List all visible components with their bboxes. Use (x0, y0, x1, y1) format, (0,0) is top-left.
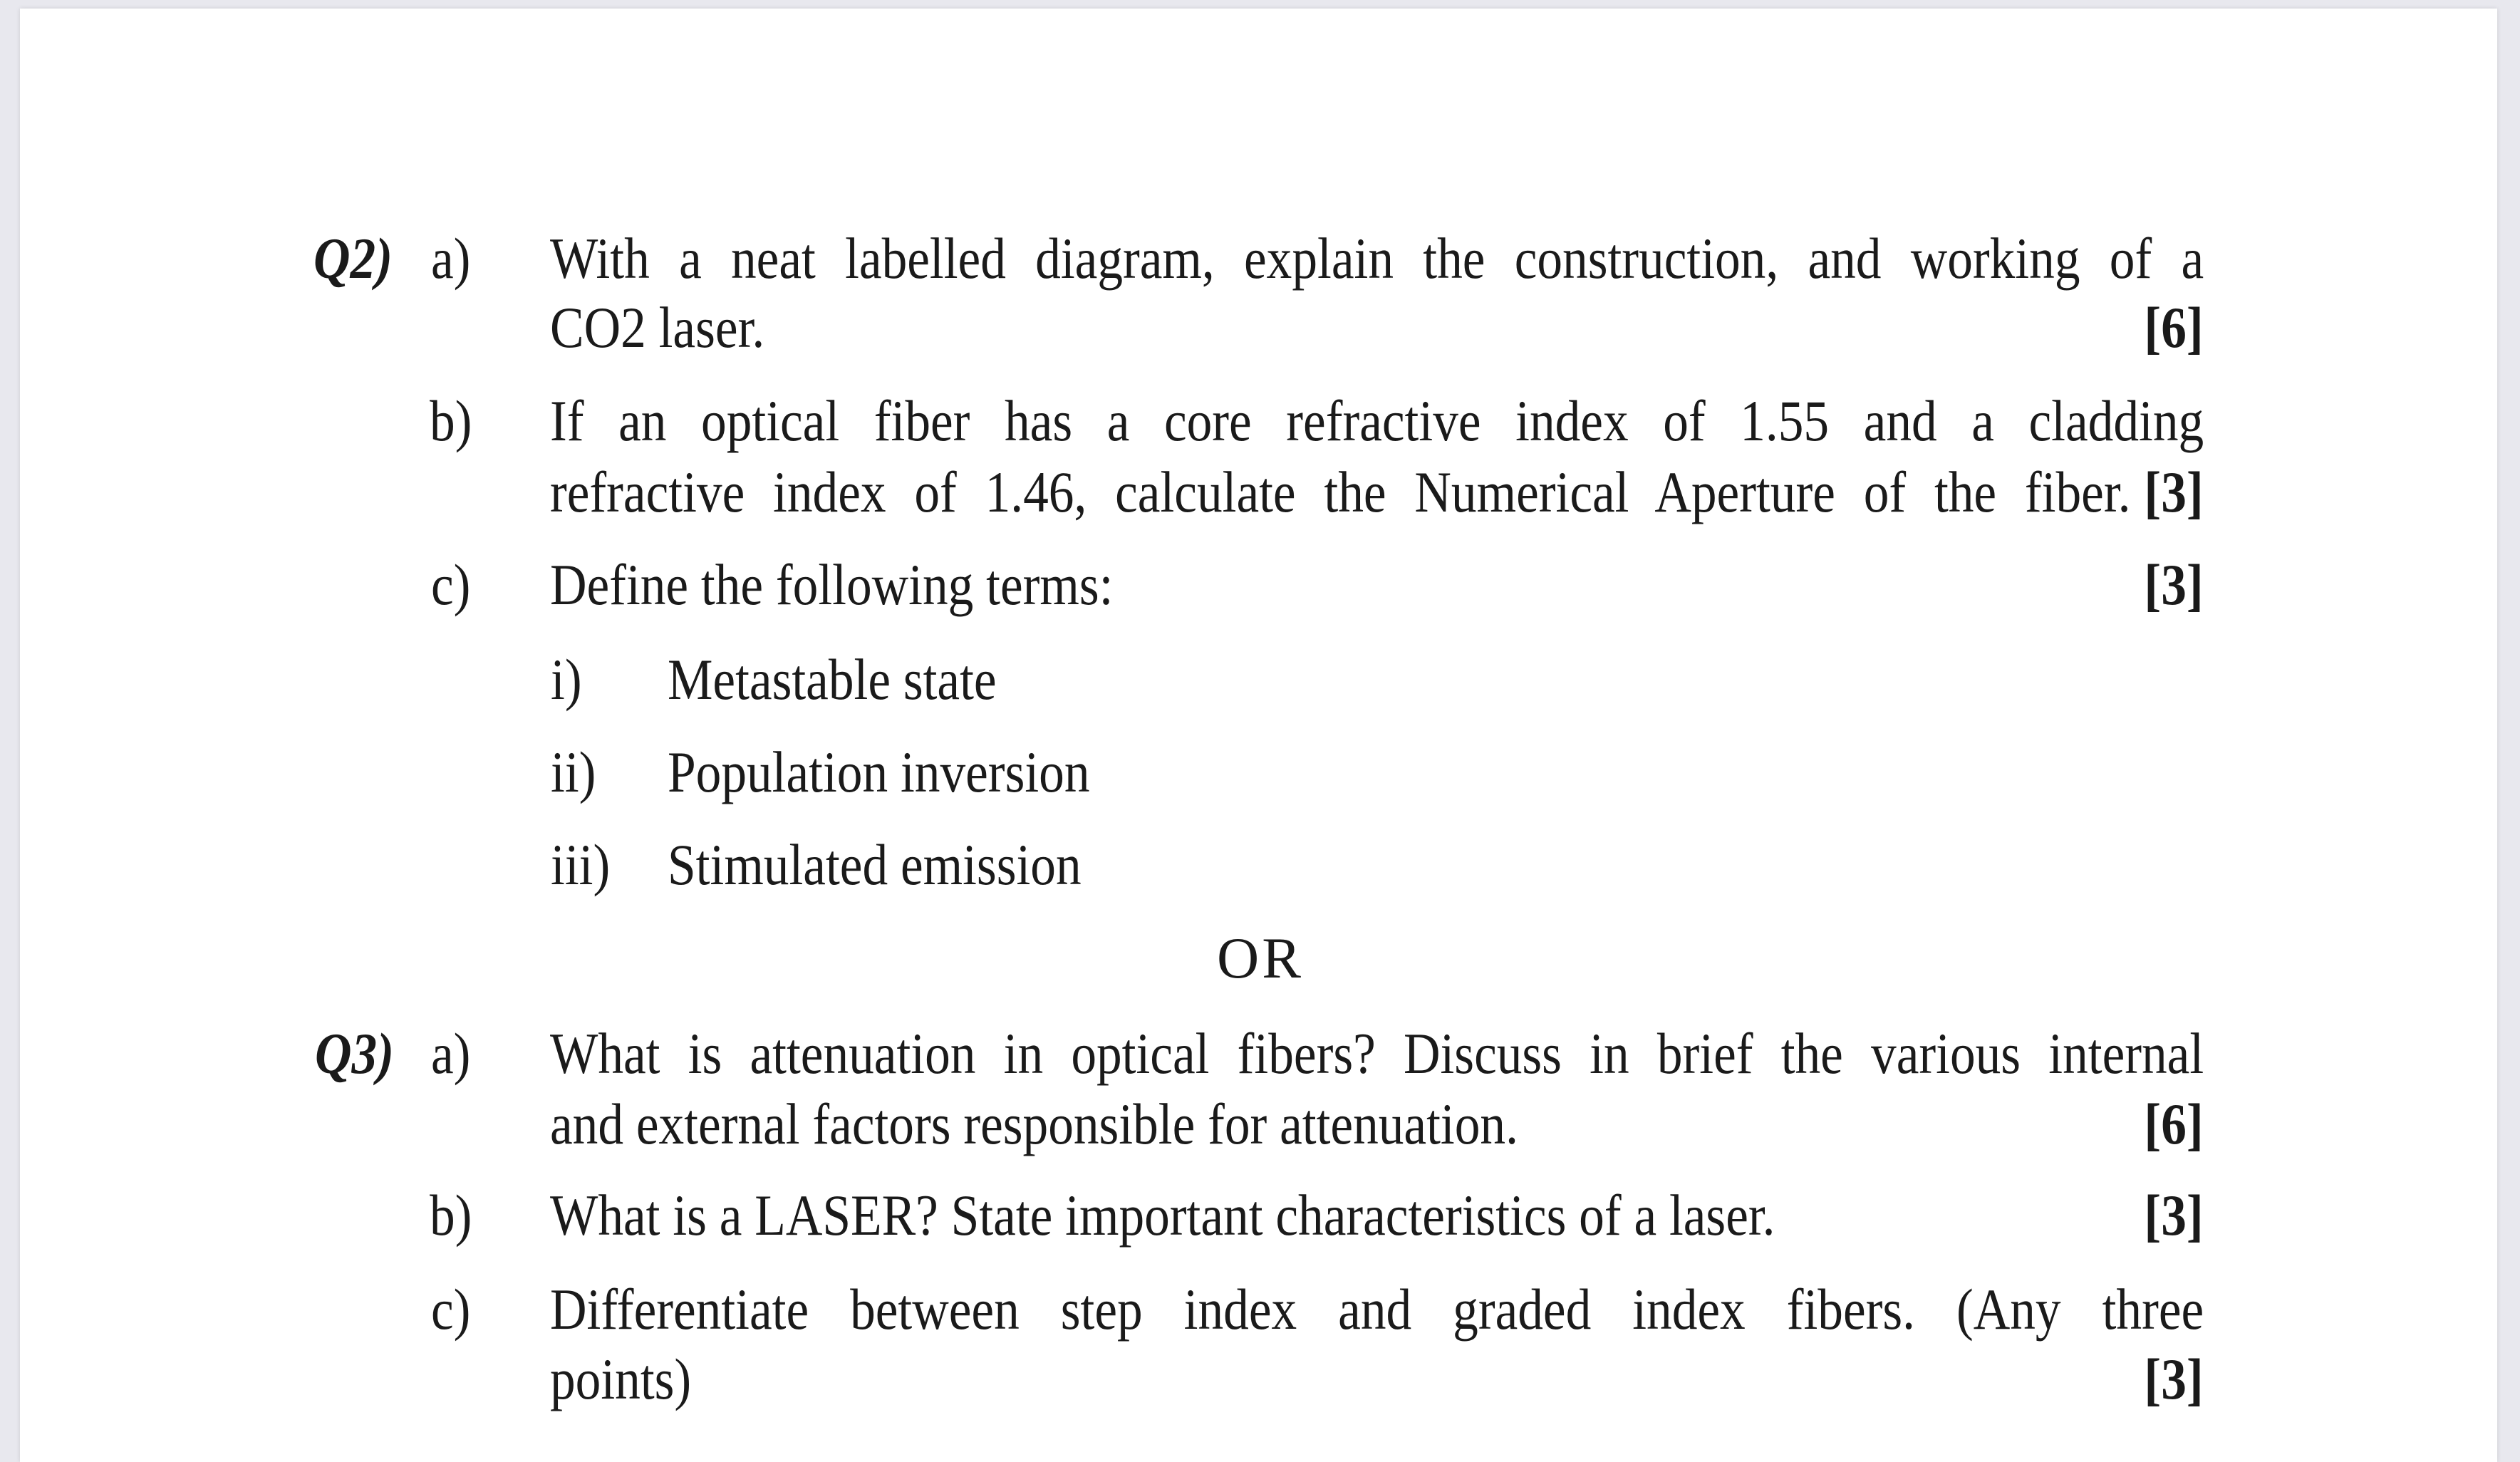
subitem-label-i: i) (551, 647, 582, 712)
marks-q2-a: [6] (2144, 295, 2204, 360)
q3-b-line-1: What is a LASER? State important characteristics of a laser. (550, 1183, 1775, 1248)
part-label-q2-a: a) (431, 226, 471, 291)
marks-q3-b: [3] (2144, 1183, 2204, 1248)
marks-q2-c: [3] (2144, 552, 2204, 617)
q3-a-line-1: What is attenuation in optical fibers? Discuss in brief the various internal (550, 1025, 2204, 1086)
part-label-q3-c: c) (431, 1277, 471, 1342)
q3-c-line-1: Differentiate between step index and graded index fibers. (Any three (550, 1280, 2204, 1342)
q2-a-line-1: With a neat labelled diagram, explain the construction, and working of a (550, 229, 2204, 291)
question-number-q2: Q2) (313, 226, 393, 291)
part-label-q3-a: a) (431, 1021, 471, 1086)
question-number-q3: Q3) (315, 1021, 394, 1086)
part-label-q2-c: c) (431, 552, 471, 617)
marks-q3-c: [3] (2144, 1347, 2204, 1411)
subitem-text-metastable-state: Metastable state (668, 647, 997, 712)
marks-q2-b: [3] (2144, 460, 2204, 524)
q2-c-line-1: Define the following terms: (550, 552, 1114, 617)
exam-page (20, 9, 2497, 1462)
marks-q3-a: [6] (2144, 1092, 2204, 1156)
part-label-q3-b: b) (430, 1183, 472, 1248)
q2-b-line-2: refractive index of 1.46, calculate the Numerical Aperture of the fiber. (550, 463, 2131, 524)
subitem-label-ii: ii) (551, 740, 596, 804)
subitem-text-stimulated-emission: Stimulated emission (668, 832, 1082, 897)
q2-a-line-2: CO2 laser. (550, 295, 765, 360)
subitem-text-population-inversion: Population inversion (668, 740, 1090, 804)
part-label-q2-b: b) (430, 388, 472, 453)
or-separator: OR (1217, 926, 1304, 990)
q2-b-line-1: If an optical fiber has a core refractive index of 1.55 and a cladding (550, 392, 2204, 453)
q3-c-line-2: points) (550, 1347, 692, 1411)
q3-a-line-2: and external factors responsible for attenuation. (550, 1092, 1518, 1156)
subitem-label-iii: iii) (551, 832, 611, 897)
